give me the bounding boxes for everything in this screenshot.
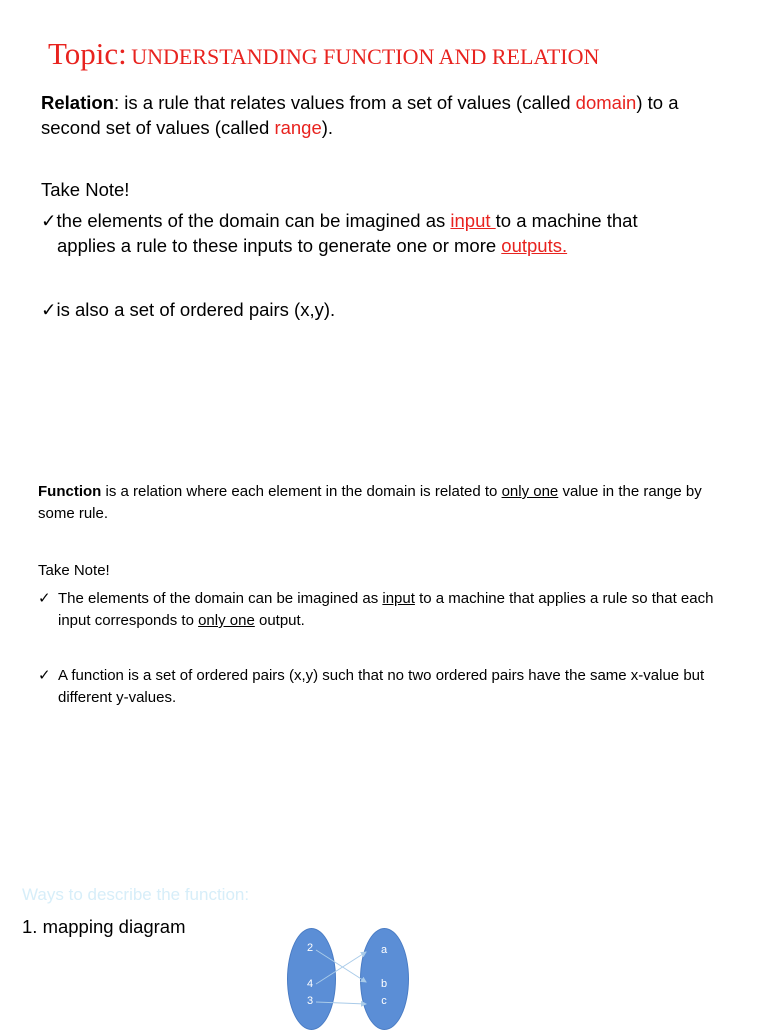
relation-def-part2: ) to a second set of values (called	[41, 92, 679, 138]
relation-term: Relation	[41, 92, 114, 113]
relation-note1-part2: to a machine that	[495, 210, 638, 231]
function-note1-part3: output.	[254, 612, 305, 629]
function-def-part2: value in the range by some rule.	[38, 483, 702, 522]
function-note1-part2: to a machine that applies a rule so that each input corresponds to	[58, 590, 714, 629]
function-note-title: Take Note!	[38, 562, 110, 579]
arrow-2-to-b	[316, 950, 366, 982]
check-icon: ✓	[38, 590, 51, 607]
relation-def-part3: ).	[321, 117, 334, 138]
check-icon: ✓	[38, 667, 51, 684]
function-term: Function	[38, 483, 102, 500]
arrow-4-to-a	[316, 952, 366, 984]
range-value: b	[380, 978, 388, 990]
relation-note1-part1: the elements of the domain can be imagined as	[56, 210, 451, 231]
check-icon: ✓	[41, 299, 57, 320]
mapping-diagram	[270, 920, 440, 1024]
mapping-arrows	[270, 920, 440, 1024]
function-note1-part1: The elements of the domain can be imagined as	[58, 590, 383, 607]
only-one-word: only one	[198, 612, 255, 629]
function-note-2	[38, 665, 748, 709]
only-one-word: only one	[501, 483, 559, 500]
relation-note2-text: is also a set of ordered pairs (x,y).	[56, 299, 336, 320]
domain-value: 4	[306, 978, 314, 990]
check-icon: ✓	[41, 210, 57, 231]
function-note2-text: A function is a set of ordered pairs (x,y) such that no two ordered pairs have the same x-value but different y-values.	[58, 667, 705, 706]
arrow-3-to-c	[316, 1002, 366, 1004]
function-note-1	[38, 588, 748, 632]
topic-label: Topic:	[48, 36, 127, 71]
range-word: range	[274, 117, 322, 138]
outputs-word: outputs.	[501, 235, 568, 256]
function-def-part1: is a relation where each element in the domain is related to	[101, 483, 502, 500]
ways-item-mapping: 1. mapping diagram	[22, 916, 186, 937]
input-word: input	[382, 590, 415, 607]
domain-word: domain	[575, 92, 637, 113]
input-word: input	[450, 210, 496, 231]
topic-text: UNDERSTANDING FUNCTION AND RELATION	[131, 44, 600, 69]
relation-def-part1: : is a rule that relates values from a set of values (called	[113, 92, 576, 113]
relation-note-title: Take Note!	[41, 179, 130, 200]
range-value: c	[381, 995, 387, 1007]
relation-note1-part3: applies a rule to these inputs to generate one or more	[57, 235, 502, 256]
domain-value: 3	[306, 995, 314, 1007]
relation-definition	[41, 90, 741, 140]
relation-note-2	[41, 297, 335, 322]
domain-value: 2	[306, 942, 314, 954]
ways-title: Ways to describe the function:	[22, 885, 250, 904]
page-title	[48, 36, 599, 72]
relation-note-1	[41, 208, 741, 258]
range-value: a	[380, 944, 388, 956]
function-definition	[38, 481, 738, 525]
